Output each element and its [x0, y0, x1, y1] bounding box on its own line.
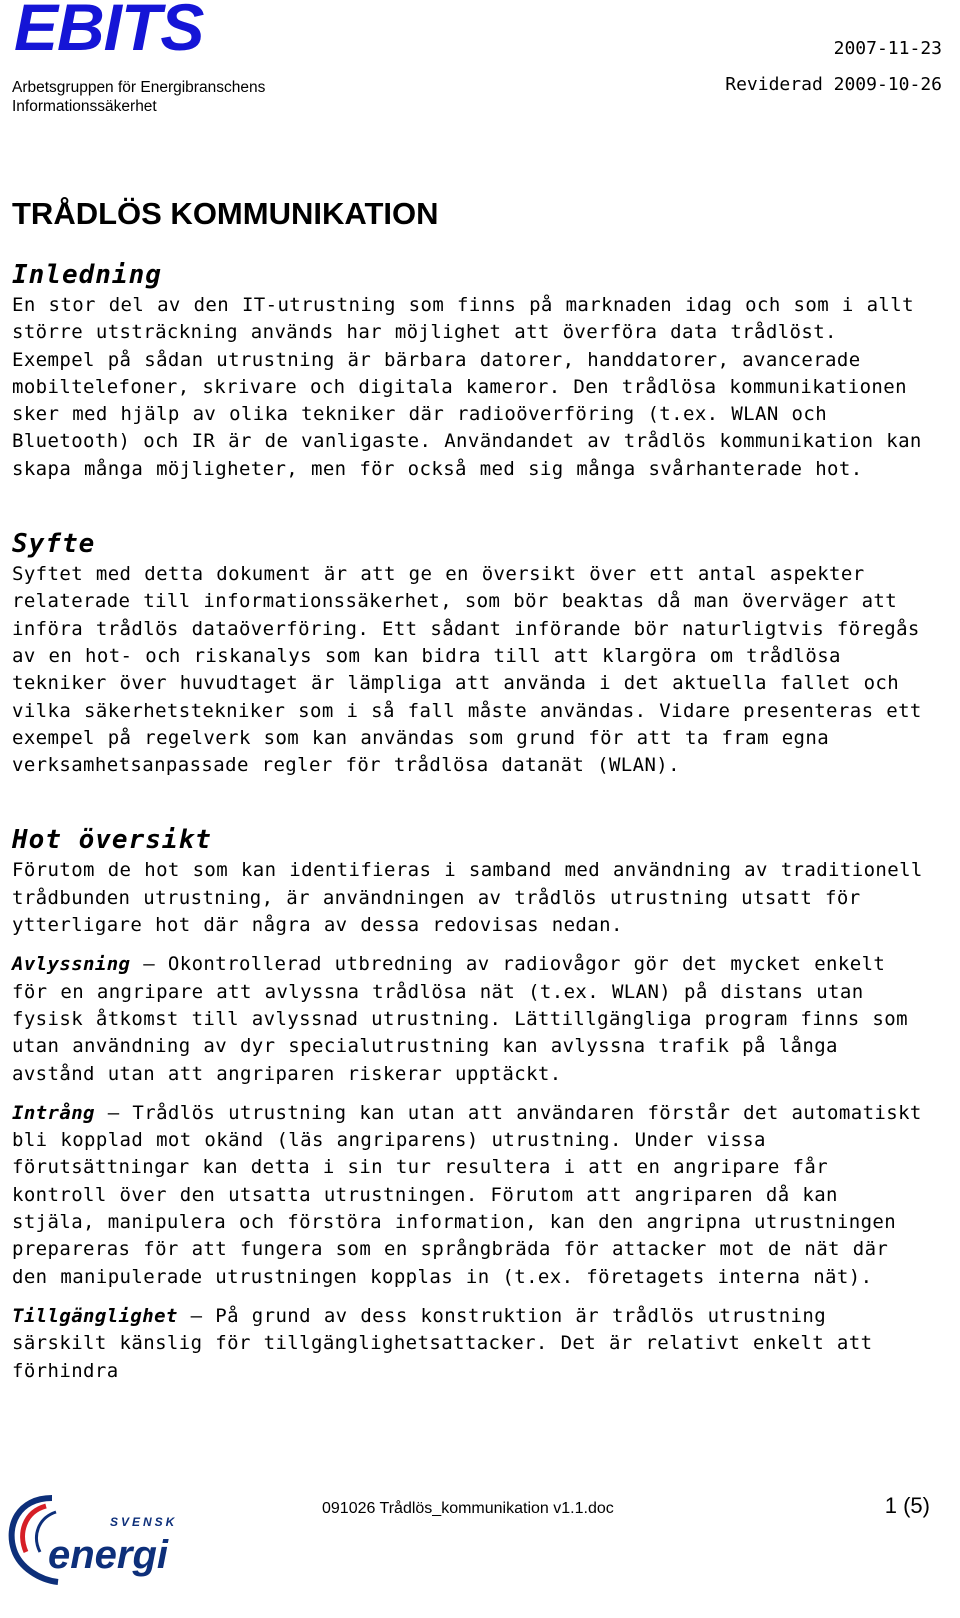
threat-term: Tillgänglighet	[12, 1304, 178, 1327]
ebits-logo: EBITS	[14, 0, 204, 64]
footer-filename: 091026 Trådlös_kommunikation v1.1.doc	[322, 1500, 614, 1517]
document-title: TRÅDLÖS KOMMUNIKATION	[12, 196, 439, 231]
threat-term: Avlyssning	[12, 953, 131, 976]
threat-text: – Okontrollerad utbredning av radiovågor gör det mycket enkelt för en angripare att avlyssna trådlösa nät (t.ex. WLAN) på distans utan fysisk åtkomst till avlyssnad utrustning. Lättillgängliga program finns som utan användning av dyr specialutrustning kan avlyssna trafik på långa avstånd utan att angriparen riskerar upptäckt.	[12, 953, 908, 1085]
threat-avlyssning	[12, 951, 932, 1087]
threat-tillganglighet	[12, 1303, 932, 1385]
footer-page-number: 1 (5)	[884, 1493, 930, 1518]
revision-date: Reviderad 2009-10-26	[725, 74, 942, 95]
threat-term: Intrång	[12, 1101, 95, 1124]
inledning-paragraph: En stor del av den IT-utrustning som finns på marknaden idag och som i allt större utsträckning används har möjlighet att överföra data trådlöst. Exempel på sådan utrustning är bärbara datorer, handdatorer, avancerade mobiltelefoner, skrivare och digitala kameror. Den trådlösa kommunikationen sker med hjälp av olika tekniker där radioöverföring (t.ex. WLAN och Bluetooth) och IR är de vanligaste. Användandet av trådlös kommunikation kan skapa många möjligheter, men för också med sig många svårhanterade hot.	[12, 294, 922, 480]
logo-swoosh-red	[23, 1506, 46, 1552]
svensk-energi-logo	[0, 1488, 196, 1618]
heading-hot-oversikt: Hot översikt	[12, 825, 212, 856]
threat-text: – Trådlös utrustning kan utan att användaren förstår det automatiskt bli kopplad mot okänd (läs angriparens) utrustning. Under vissa förutsättningar kan detta i sin tur resultera i att en angripare får kontroll över den utsatta utrustningen. Förutom att angriparen då kan stjäla, manipulera och förstöra information, kan den angripna utrustningen prepareras för att fungera som en språngbräda för attacker mot de nät där den manipulerade utrustningen kopplas in (t.ex. företagets interna nät).	[12, 1101, 922, 1288]
hot-intro-paragraph: Förutom de hot som kan identifieras i samband med användning av traditionell trådbunden utrustning, är användningen av trådlös utrustning utsatt för ytterligare hot där några av dessa redovisas nedan.	[12, 859, 923, 937]
heading-syfte: Syfte	[12, 529, 96, 560]
heading-inledning: Inledning	[12, 260, 162, 290]
logo-energi-text: energi	[48, 1533, 169, 1577]
threat-intrang	[12, 1100, 932, 1291]
document-date: 2007-11-23	[833, 38, 942, 59]
organization-name	[12, 78, 265, 116]
threat-text: – På grund av dess konstruktion är trådlös utrustning särskilt känslig för tillgänglighetsattacker. Det är relativt enkelt att förhindra	[12, 1304, 873, 1382]
syfte-paragraph: Syftet med detta dokument är att ge en översikt över ett antal aspekter relaterade till informationssäkerhet, som bör beaktas då man överväger att införa trådlös dataöverföring. Ett sådant införande bör naturligtvis föregås av en hot- och riskanalys som kan bidra till att klargöra om trådlösa tekniker över huvudtaget är lämpliga att använda i det aktuella fallet och vilka säkerhetstekniker som i så fall måste användas. Vidare presenteras ett exempel på regelverk som kan användas som grund för att ta fram egna verksamhetsanpassade regler för trådlösa datanät (WLAN).	[12, 563, 922, 777]
document-body	[12, 194, 932, 1385]
org-line-1: Arbetsgruppen för Energibranschens	[12, 79, 266, 96]
org-line-2: Informationssäkerhet	[12, 98, 157, 115]
logo-svensk-text: SVENSK	[110, 1515, 178, 1529]
